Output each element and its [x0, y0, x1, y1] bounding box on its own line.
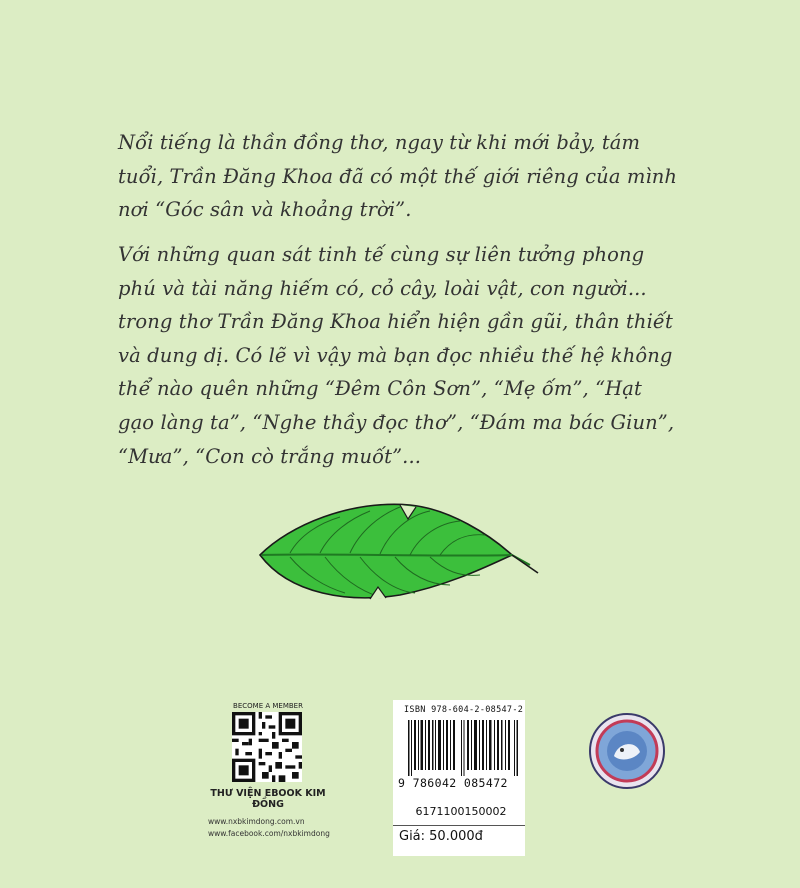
qr-caption: BECOME A MEMBER — [233, 702, 303, 710]
isbn-barcode-icon — [408, 720, 518, 776]
isbn-label: ISBN 978-604-2-08547-2 — [404, 705, 524, 715]
divider — [393, 825, 525, 826]
second-barcode-digits: 6171100150002 — [415, 805, 507, 818]
website-link[interactable]: www.nxbkimdong.com.vn — [208, 817, 305, 826]
banana-leaf-icon — [250, 495, 550, 635]
library-label: THƯ VIỆN EBOOK KIM ĐỒNG — [210, 788, 326, 810]
price-label: Giá: 50.000đ — [399, 829, 483, 844]
description-paragraph-2: Với những quan sát tinh tế cùng sự liên tưởng phong phú và tài năng hiếm có, cỏ cây, loài vật, con người... trong thơ Trần Đăng Khoa hiển hiện gần gũi, thân thiết và dung dị. Có lẽ vì vậy mà bạn đọc nhiều thế hệ không thể nào quên những “Đêm Côn Sơn”, “Mẹ ốm”, “Hạt gạo làng ta”, “Nghe thầy đọc thơ”, “Đám ma bác Giun”, “Mưa”, “Con cò trắng muốt”... — [118, 243, 675, 468]
publisher-seal-icon — [588, 712, 666, 790]
qr-code-icon[interactable] — [232, 712, 302, 782]
description-paragraph-1: Nổi tiếng là thần đồng thơ, ngay từ khi mới bảy, tám tuổi, Trần Đăng Khoa đã có một thế giới riêng của mình nơi “Góc sân và khoảng trời”. — [118, 131, 678, 222]
isbn-digits: 9 786042 085472 — [398, 776, 508, 790]
facebook-link[interactable]: www.facebook.com/nxbkimdong — [208, 829, 330, 838]
